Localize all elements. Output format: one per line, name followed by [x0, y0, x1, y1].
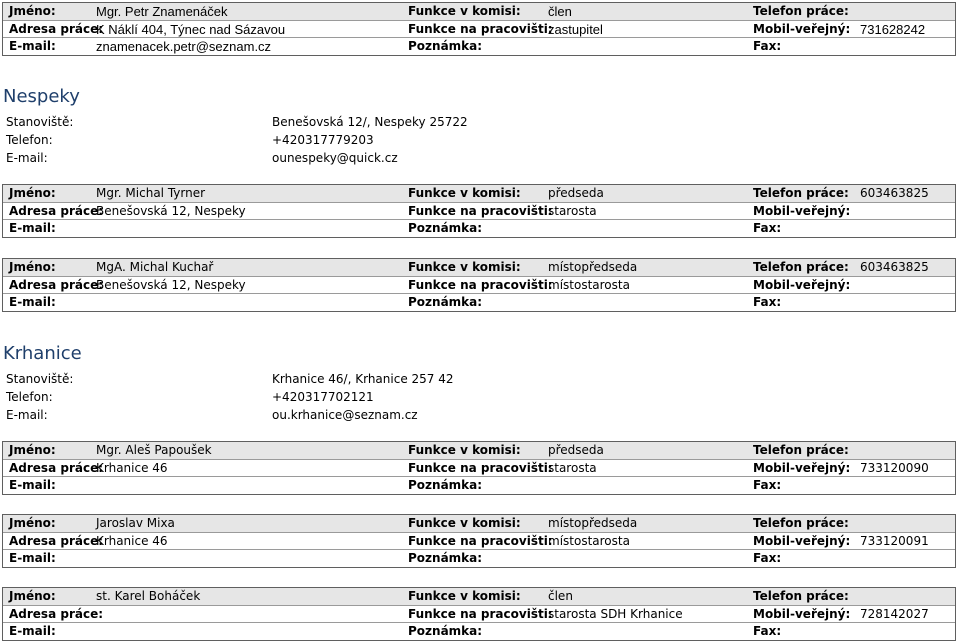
work-phone-label: Telefon práce:	[753, 260, 849, 274]
email-label: E-mail:	[9, 295, 56, 309]
address-label: Adresa práce:	[9, 278, 104, 292]
address-label: Adresa práce:	[9, 204, 104, 218]
mobile-label: Mobil-veřejný:	[753, 22, 851, 36]
address-value: Krhanice 46	[96, 461, 168, 475]
station-row	[6, 115, 468, 129]
workplace-role-value: zastupitel	[548, 22, 603, 37]
email-label: E-mail:	[6, 151, 48, 165]
note-label: Poznámka:	[408, 39, 483, 53]
fax-label: Fax:	[753, 551, 782, 565]
name-value: Mgr. Petr Znamenáček	[96, 4, 228, 19]
committee-role-value: místopředseda	[548, 260, 638, 274]
note-label: Poznámka:	[408, 295, 483, 309]
work-phone-label: Telefon práce:	[753, 4, 849, 18]
fax-label: Fax:	[753, 295, 782, 309]
workplace-role-value: starosta	[548, 461, 597, 475]
note-label: Poznámka:	[408, 478, 483, 492]
station-row	[6, 372, 454, 386]
contact-card-bohacek	[2, 587, 956, 641]
workplace-role-label: Funkce na pracovišti:	[408, 534, 553, 548]
name-value: st. Karel Boháček	[96, 589, 201, 603]
workplace-role-label: Funkce na pracovišti:	[408, 461, 553, 475]
committee-role-value: člen	[548, 4, 572, 19]
card-row-address	[3, 21, 955, 38]
email-label: E-mail:	[6, 408, 48, 422]
email-label: E-mail:	[9, 39, 56, 53]
email-row	[6, 408, 418, 422]
email-label: E-mail:	[9, 624, 56, 638]
committee-role-label: Funkce v komisi:	[408, 186, 521, 200]
committee-role-label: Funkce v komisi:	[408, 4, 521, 18]
fax-label: Fax:	[753, 221, 782, 235]
contact-card-papousek	[2, 441, 956, 495]
work-phone-label: Telefon práce:	[753, 443, 849, 457]
card-row-address	[3, 533, 955, 550]
address-value: Benešovská 12, Nespeky	[96, 278, 246, 292]
address-label: Adresa práce:	[9, 461, 104, 475]
card-row-address	[3, 203, 955, 220]
station-value: Benešovská 12/, Nespeky 25722	[272, 115, 468, 129]
email-value[interactable]: ou.krhanice@seznam.cz	[272, 408, 418, 422]
fax-label: Fax:	[753, 624, 782, 638]
card-row-name	[3, 3, 955, 20]
work-phone-label: Telefon práce:	[753, 516, 849, 530]
committee-role-label: Funkce v komisi:	[408, 443, 521, 457]
workplace-role-value: starosta	[548, 204, 597, 218]
committee-role-value: předseda	[548, 186, 604, 200]
email-label: E-mail:	[9, 221, 56, 235]
phone-label: Telefon:	[6, 390, 53, 404]
email-value[interactable]: ounespeky@quick.cz	[272, 151, 398, 165]
contact-card-tyrner	[2, 184, 956, 238]
name-label: Jméno:	[9, 443, 56, 457]
workplace-role-label: Funkce na pracovišti:	[408, 278, 553, 292]
work-phone-value: 603463825	[860, 260, 929, 274]
workplace-role-value: místostarosta	[548, 278, 630, 292]
work-phone-value: 603463825	[860, 186, 929, 200]
phone-label: Telefon:	[6, 133, 53, 147]
mobile-label: Mobil-veřejný:	[753, 461, 851, 475]
section-title-nespeky: Nespeky	[3, 86, 80, 107]
card-row-email	[3, 38, 955, 55]
mobile-value: 733120091	[860, 534, 929, 548]
address-value: Benešovská 12, Nespeky	[96, 204, 246, 218]
committee-role-value: předseda	[548, 443, 604, 457]
mobile-label: Mobil-veřejný:	[753, 278, 851, 292]
address-label: Adresa práce:	[9, 22, 104, 36]
section-title-krhanice: Krhanice	[3, 343, 82, 364]
phone-value: +420317779203	[272, 133, 374, 147]
name-label: Jméno:	[9, 260, 56, 274]
mobile-label: Mobil-veřejný:	[753, 204, 851, 218]
name-value: MgA. Michal Kuchař	[96, 260, 214, 274]
name-value: Mgr. Michal Tyrner	[96, 186, 206, 200]
note-label: Poznámka:	[408, 624, 483, 638]
name-label: Jméno:	[9, 516, 56, 530]
card-row-address	[3, 277, 955, 294]
card-row-email	[3, 623, 955, 640]
address-value: Krhanice 46	[96, 534, 168, 548]
card-row-address	[3, 606, 955, 623]
phone-value: +420317702121	[272, 390, 374, 404]
work-phone-label: Telefon práce:	[753, 589, 849, 603]
card-row-email	[3, 220, 955, 237]
name-value: Mgr. Aleš Papoušek	[96, 443, 212, 457]
card-row-name	[3, 588, 955, 605]
name-value: Jaroslav Mixa	[96, 516, 175, 530]
mobile-value: 731628242	[860, 22, 926, 37]
card-row-name	[3, 442, 955, 459]
committee-role-label: Funkce v komisi:	[408, 589, 521, 603]
mobile-value: 733120090	[860, 461, 929, 475]
email-label: E-mail:	[9, 551, 56, 565]
station-label: Stanoviště:	[6, 115, 74, 129]
phone-row	[6, 390, 374, 404]
mobile-label: Mobil-veřejný:	[753, 607, 851, 621]
workplace-role-label: Funkce na pracovišti:	[408, 22, 553, 36]
fax-label: Fax:	[753, 478, 782, 492]
card-row-name	[3, 185, 955, 202]
address-label: Adresa práce:	[9, 534, 104, 548]
address-value: K Náklí 404, Týnec nad Sázavou	[96, 22, 286, 37]
email-value[interactable]: znamenacek.petr@seznam.cz	[96, 39, 272, 54]
fax-label: Fax:	[753, 39, 782, 53]
workplace-role-label: Funkce na pracovišti:	[408, 204, 553, 218]
card-row-email	[3, 477, 955, 494]
address-label: Adresa práce:	[9, 607, 104, 621]
card-row-email	[3, 294, 955, 311]
card-row-email	[3, 550, 955, 567]
card-row-name	[3, 515, 955, 532]
committee-role-label: Funkce v komisi:	[408, 516, 521, 530]
card-row-address	[3, 460, 955, 477]
note-label: Poznámka:	[408, 221, 483, 235]
committee-role-value: místopředseda	[548, 516, 638, 530]
workplace-role-value: starosta SDH Krhanice	[548, 607, 683, 621]
name-label: Jméno:	[9, 186, 56, 200]
email-label: E-mail:	[9, 478, 56, 492]
mobile-label: Mobil-veřejný:	[753, 534, 851, 548]
card-row-name	[3, 259, 955, 276]
email-row	[6, 151, 398, 165]
committee-role-label: Funkce v komisi:	[408, 260, 521, 274]
phone-row	[6, 133, 374, 147]
contact-card-kuchar	[2, 258, 956, 312]
station-label: Stanoviště:	[6, 372, 74, 386]
work-phone-label: Telefon práce:	[753, 186, 849, 200]
mobile-value: 728142027	[860, 607, 929, 621]
workplace-role-value: místostarosta	[548, 534, 630, 548]
contact-card-znamenacek	[2, 2, 956, 56]
committee-role-value: člen	[548, 589, 573, 603]
station-value: Krhanice 46/, Krhanice 257 42	[272, 372, 454, 386]
name-label: Jméno:	[9, 4, 56, 18]
note-label: Poznámka:	[408, 551, 483, 565]
name-label: Jméno:	[9, 589, 56, 603]
workplace-role-label: Funkce na pracovišti:	[408, 607, 553, 621]
contact-card-mixa	[2, 514, 956, 568]
